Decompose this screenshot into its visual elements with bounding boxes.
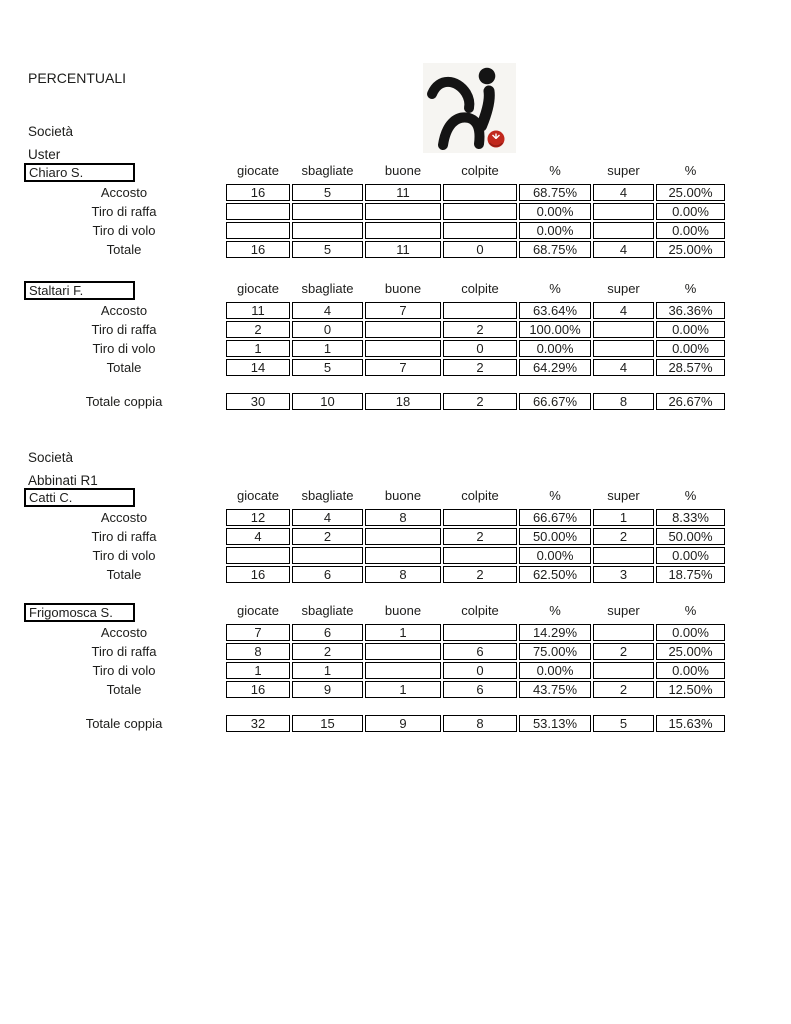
- bocce-player-logo: [423, 63, 516, 153]
- stat-cell: 10: [292, 393, 363, 410]
- stat-cell: 68.75%: [519, 184, 591, 201]
- stat-cell: 11: [365, 184, 441, 201]
- stat-cell: [292, 203, 363, 220]
- column-header: sbagliate: [301, 163, 354, 178]
- row-label: Tiro di volo: [92, 663, 156, 678]
- page-title: PERCENTUALI: [28, 70, 127, 86]
- column-header: giocate: [237, 281, 279, 296]
- stat-cell: 3: [593, 566, 654, 583]
- totale-coppia-label: Totale coppia: [85, 716, 163, 731]
- stat-cell: [292, 547, 363, 564]
- stat-cell: 0: [443, 241, 517, 258]
- societa-block-1: [28, 120, 73, 166]
- stat-cell: [593, 624, 654, 641]
- stat-cell: 2: [593, 528, 654, 545]
- table-frigomosca: [22, 601, 727, 700]
- table-row: [24, 662, 725, 679]
- stat-cell: 43.75%: [519, 681, 591, 698]
- societa-label: Società: [28, 124, 74, 139]
- stat-cell: 1: [226, 662, 290, 679]
- stat-cell: 16: [226, 241, 290, 258]
- stat-cell: 6: [292, 624, 363, 641]
- societa-name: Uster: [28, 147, 61, 162]
- stat-cell: 66.67%: [519, 393, 591, 410]
- stat-cell: 16: [226, 566, 290, 583]
- row-label: Totale: [106, 682, 142, 697]
- row-label: Totale: [106, 360, 142, 375]
- column-header: colpite: [461, 281, 499, 296]
- stat-cell: 1: [365, 681, 441, 698]
- row-label: Tiro di volo: [92, 223, 156, 238]
- stat-cell: 7: [365, 302, 441, 319]
- row-label: Accosto: [100, 625, 148, 640]
- column-header: giocate: [237, 603, 279, 618]
- stat-cell: 4: [593, 241, 654, 258]
- stat-cell: 30: [226, 393, 290, 410]
- stat-cell: 14: [226, 359, 290, 376]
- column-header: %: [684, 163, 697, 178]
- stat-cell: 2: [443, 528, 517, 545]
- player-name-box: Chiaro S.: [24, 163, 135, 182]
- stat-cell: 28.57%: [656, 359, 725, 376]
- societa-label: Società: [28, 450, 74, 465]
- table-catti: [22, 486, 727, 585]
- stat-cell: 1: [292, 340, 363, 357]
- stat-cell: 50.00%: [519, 528, 591, 545]
- stat-cell: 15.63%: [656, 715, 725, 732]
- stat-cell: 25.00%: [656, 643, 725, 660]
- stat-cell: 11: [226, 302, 290, 319]
- table-row: [24, 321, 725, 338]
- totale-coppia-label: Totale coppia: [85, 394, 163, 409]
- stat-cell: 0.00%: [656, 547, 725, 564]
- stat-cell: 1: [292, 662, 363, 679]
- stat-cell: [226, 222, 290, 239]
- column-header: sbagliate: [301, 281, 354, 296]
- column-header: %: [684, 488, 697, 503]
- stat-cell: 8: [226, 643, 290, 660]
- stat-cell: 53.13%: [519, 715, 591, 732]
- table-row: [24, 547, 725, 564]
- row-label: Accosto: [100, 185, 148, 200]
- table-row: [24, 681, 725, 698]
- stat-cell: 36.36%: [656, 302, 725, 319]
- stat-cell: [365, 222, 441, 239]
- stat-cell: 66.67%: [519, 509, 591, 526]
- stat-cell: 11: [365, 241, 441, 258]
- stat-cell: 0.00%: [519, 340, 591, 357]
- totale-coppia-abbinati: [22, 713, 727, 734]
- row-label: Accosto: [100, 510, 148, 525]
- table-row: [24, 359, 725, 376]
- table-row: [24, 393, 725, 410]
- stat-cell: 6: [292, 566, 363, 583]
- stat-cell: 62.50%: [519, 566, 591, 583]
- row-label: Totale: [106, 567, 142, 582]
- stat-cell: 50.00%: [656, 528, 725, 545]
- stat-cell: [443, 302, 517, 319]
- stat-cell: 68.75%: [519, 241, 591, 258]
- stat-cell: [365, 643, 441, 660]
- stat-cell: 0.00%: [656, 321, 725, 338]
- stat-cell: 1: [593, 509, 654, 526]
- bocce-player-icon: [423, 63, 516, 153]
- player-name-cell: [24, 163, 224, 182]
- stat-cell: 0: [443, 662, 517, 679]
- stat-cell: 8: [365, 566, 441, 583]
- column-header: %: [684, 281, 697, 296]
- player-name-cell: [24, 603, 224, 622]
- totale-coppia-uster: [22, 391, 727, 412]
- table-row: [24, 203, 725, 220]
- stat-cell: 8.33%: [656, 509, 725, 526]
- stat-cell: 0.00%: [519, 662, 591, 679]
- stat-cell: 0.00%: [519, 222, 591, 239]
- row-label: Tiro di volo: [92, 548, 156, 563]
- stat-cell: 0.00%: [656, 222, 725, 239]
- stat-cell: 2: [443, 359, 517, 376]
- column-header: %: [549, 281, 561, 296]
- stat-cell: 16: [226, 184, 290, 201]
- stat-cell: 32: [226, 715, 290, 732]
- stat-cell: 0.00%: [656, 203, 725, 220]
- stat-cell: [443, 547, 517, 564]
- column-header: buone: [384, 488, 422, 503]
- stat-cell: 7: [226, 624, 290, 641]
- table-chiaro: [22, 161, 727, 260]
- table-row: [24, 624, 725, 641]
- stat-cell: 0.00%: [656, 662, 725, 679]
- stat-cell: 5: [593, 715, 654, 732]
- stat-cell: 8: [365, 509, 441, 526]
- column-header: sbagliate: [301, 488, 354, 503]
- table-row: [24, 509, 725, 526]
- stat-cell: 18.75%: [656, 566, 725, 583]
- stat-cell: 12.50%: [656, 681, 725, 698]
- stat-cell: [365, 547, 441, 564]
- stats-grid: [22, 391, 727, 412]
- stat-cell: [443, 509, 517, 526]
- column-header: giocate: [237, 488, 279, 503]
- stat-cell: 14.29%: [519, 624, 591, 641]
- stat-cell: 0.00%: [519, 203, 591, 220]
- table-row: [24, 566, 725, 583]
- column-header: buone: [384, 603, 422, 618]
- stat-cell: 8: [593, 393, 654, 410]
- stat-cell: 0: [443, 340, 517, 357]
- stats-grid: [22, 601, 727, 700]
- stat-cell: 25.00%: [656, 184, 725, 201]
- player-name-cell: [24, 488, 224, 507]
- table-row: [24, 222, 725, 239]
- column-header: super: [607, 281, 640, 296]
- stat-cell: [593, 340, 654, 357]
- stat-cell: [443, 222, 517, 239]
- table-row: [24, 302, 725, 319]
- stats-grid: [22, 279, 727, 378]
- stat-cell: 4: [226, 528, 290, 545]
- stat-cell: [593, 662, 654, 679]
- stat-cell: [593, 222, 654, 239]
- stats-grid: [22, 486, 727, 585]
- stat-cell: [593, 547, 654, 564]
- stat-cell: 2: [226, 321, 290, 338]
- column-header: colpite: [461, 488, 499, 503]
- row-label: Tiro di raffa: [91, 529, 157, 544]
- stat-cell: 9: [292, 681, 363, 698]
- player-head: [479, 68, 496, 85]
- stat-cell: 6: [443, 681, 517, 698]
- stat-cell: [365, 528, 441, 545]
- stat-cell: 5: [292, 359, 363, 376]
- stats-grid: [22, 713, 727, 734]
- stat-cell: 4: [292, 509, 363, 526]
- stat-cell: [443, 203, 517, 220]
- table-row: [24, 340, 725, 357]
- stat-cell: 7: [365, 359, 441, 376]
- stat-cell: 15: [292, 715, 363, 732]
- stats-grid: [22, 161, 727, 260]
- column-header: buone: [384, 163, 422, 178]
- stat-cell: 2: [593, 681, 654, 698]
- stat-cell: 1: [226, 340, 290, 357]
- table-row: [24, 241, 725, 258]
- stat-cell: 1: [365, 624, 441, 641]
- stat-cell: [593, 321, 654, 338]
- table-staltari: [22, 279, 727, 378]
- table-row: [24, 643, 725, 660]
- stat-cell: 5: [292, 241, 363, 258]
- stat-cell: 2: [292, 528, 363, 545]
- column-header: %: [684, 603, 697, 618]
- row-label: Tiro di raffa: [91, 204, 157, 219]
- stat-cell: [443, 624, 517, 641]
- stat-cell: 25.00%: [656, 241, 725, 258]
- stat-cell: [292, 222, 363, 239]
- stat-cell: 2: [443, 321, 517, 338]
- stat-cell: 18: [365, 393, 441, 410]
- row-label: Tiro di raffa: [91, 644, 157, 659]
- stat-cell: 0: [292, 321, 363, 338]
- row-label: Tiro di raffa: [91, 322, 157, 337]
- stat-cell: 26.67%: [656, 393, 725, 410]
- societa-name: Abbinati R1: [28, 473, 98, 488]
- stat-cell: 63.64%: [519, 302, 591, 319]
- column-header: giocate: [237, 163, 279, 178]
- row-label: Tiro di volo: [92, 341, 156, 356]
- stat-cell: [443, 184, 517, 201]
- player-name-cell: [24, 281, 224, 300]
- column-header: colpite: [461, 163, 499, 178]
- column-header: colpite: [461, 603, 499, 618]
- player-name-box: Frigomosca S.: [24, 603, 135, 622]
- player-name-box: Catti C.: [24, 488, 135, 507]
- stat-cell: 4: [292, 302, 363, 319]
- stat-cell: 0.00%: [519, 547, 591, 564]
- stat-cell: 2: [292, 643, 363, 660]
- stat-cell: [365, 340, 441, 357]
- stat-cell: 8: [443, 715, 517, 732]
- stat-cell: [365, 662, 441, 679]
- stat-cell: 2: [593, 643, 654, 660]
- column-header: %: [549, 163, 561, 178]
- stat-cell: 16: [226, 681, 290, 698]
- stat-cell: [226, 547, 290, 564]
- table-row: [24, 715, 725, 732]
- column-header: super: [607, 163, 640, 178]
- stat-cell: 2: [443, 566, 517, 583]
- stat-cell: 0.00%: [656, 624, 725, 641]
- stat-cell: 5: [292, 184, 363, 201]
- stat-cell: [226, 203, 290, 220]
- row-label: Accosto: [100, 303, 148, 318]
- stat-cell: 100.00%: [519, 321, 591, 338]
- player-name-box: Staltari F.: [24, 281, 135, 300]
- table-row: [24, 528, 725, 545]
- stat-cell: 4: [593, 359, 654, 376]
- stat-cell: 4: [593, 302, 654, 319]
- column-header: super: [607, 488, 640, 503]
- column-header: %: [549, 488, 561, 503]
- column-header: super: [607, 603, 640, 618]
- stat-cell: [365, 321, 441, 338]
- stat-cell: 12: [226, 509, 290, 526]
- stat-cell: 9: [365, 715, 441, 732]
- stat-cell: 0.00%: [656, 340, 725, 357]
- column-header: buone: [384, 281, 422, 296]
- stat-cell: [365, 203, 441, 220]
- stat-cell: 6: [443, 643, 517, 660]
- column-header: sbagliate: [301, 603, 354, 618]
- stat-cell: 64.29%: [519, 359, 591, 376]
- row-label: Totale: [106, 242, 142, 257]
- stat-cell: 2: [443, 393, 517, 410]
- stat-cell: [593, 203, 654, 220]
- column-header: %: [549, 603, 561, 618]
- stat-cell: 4: [593, 184, 654, 201]
- stat-cell: 75.00%: [519, 643, 591, 660]
- table-row: [24, 184, 725, 201]
